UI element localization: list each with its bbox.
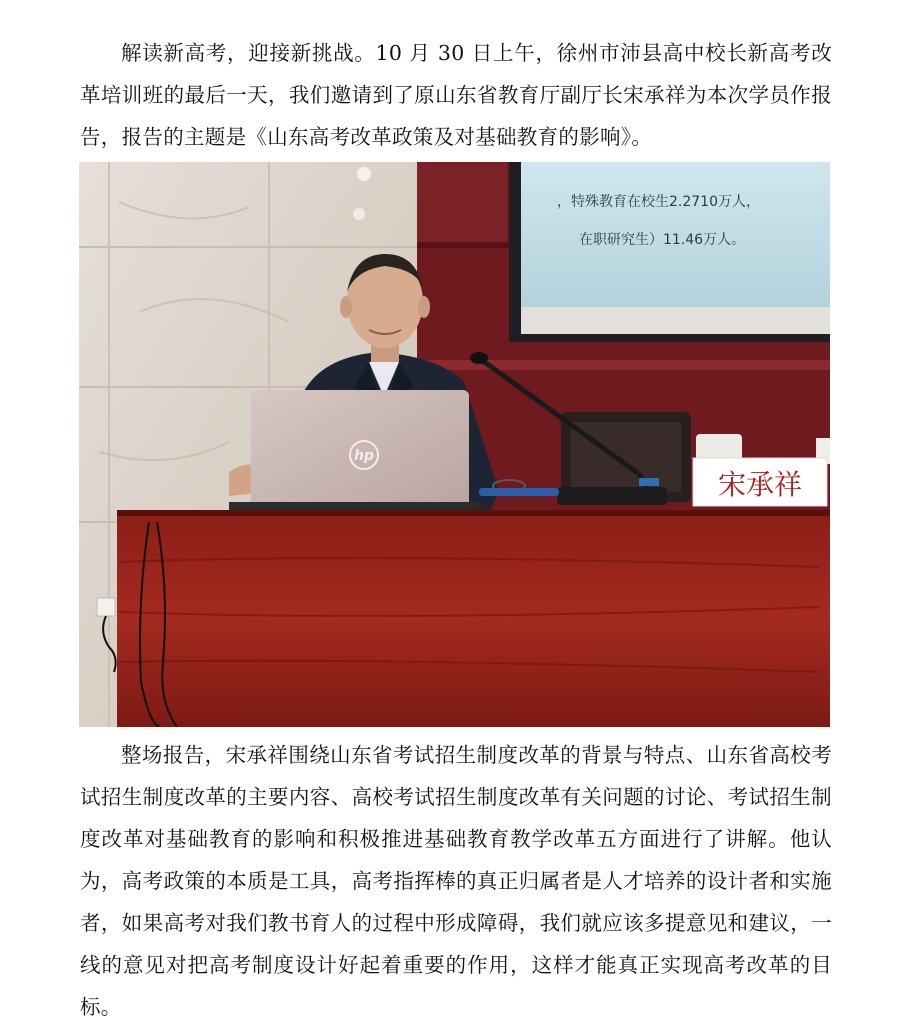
nameplate-text: 宋承祥	[717, 468, 803, 501]
screen-text-line-1: ，特殊教育在校生2.2710万人，	[557, 194, 760, 210]
body-paragraph: 整场报告，宋承祥围绕山东省考试招生制度改革的背景与特点、山东省高校考试招生制度改革的主要内容、高校考试招生制度改革有关问题的讨论、考试招生制度改革对基础教育的影响和积极推进基础教育教学改革五方面进行了讲解。他认为，高考政策的本质是工具，高考指挥棒的真正归属者是人才培养的设计者和实施者，如果高考对我们教书育人的过程中形成障碍，我们就应该多提意见和建议，一线的意见对把高考制度设计好起着重要的作用，这样才能真正实现高考改革的目标。	[80, 743, 832, 1019]
laptop-logo: hp	[354, 448, 374, 464]
wall-outlet	[97, 598, 115, 616]
lecture-photo	[79, 162, 830, 727]
intro-paragraph: 解读新高考，迎接新挑战。10 月 30 日上午，徐州市沛县高中校长新高考改革培训班的最后一天，我们邀请到了原山东省教育厅副厅长宋承祥为本次学员作报告，报告的主题是《山东高考改革政策及对基础教育的影响》。	[80, 41, 832, 149]
podium-desk	[117, 510, 830, 727]
screen-text-line-2: 在职研究生）11.46万人。	[579, 232, 746, 248]
laptop	[229, 390, 479, 510]
